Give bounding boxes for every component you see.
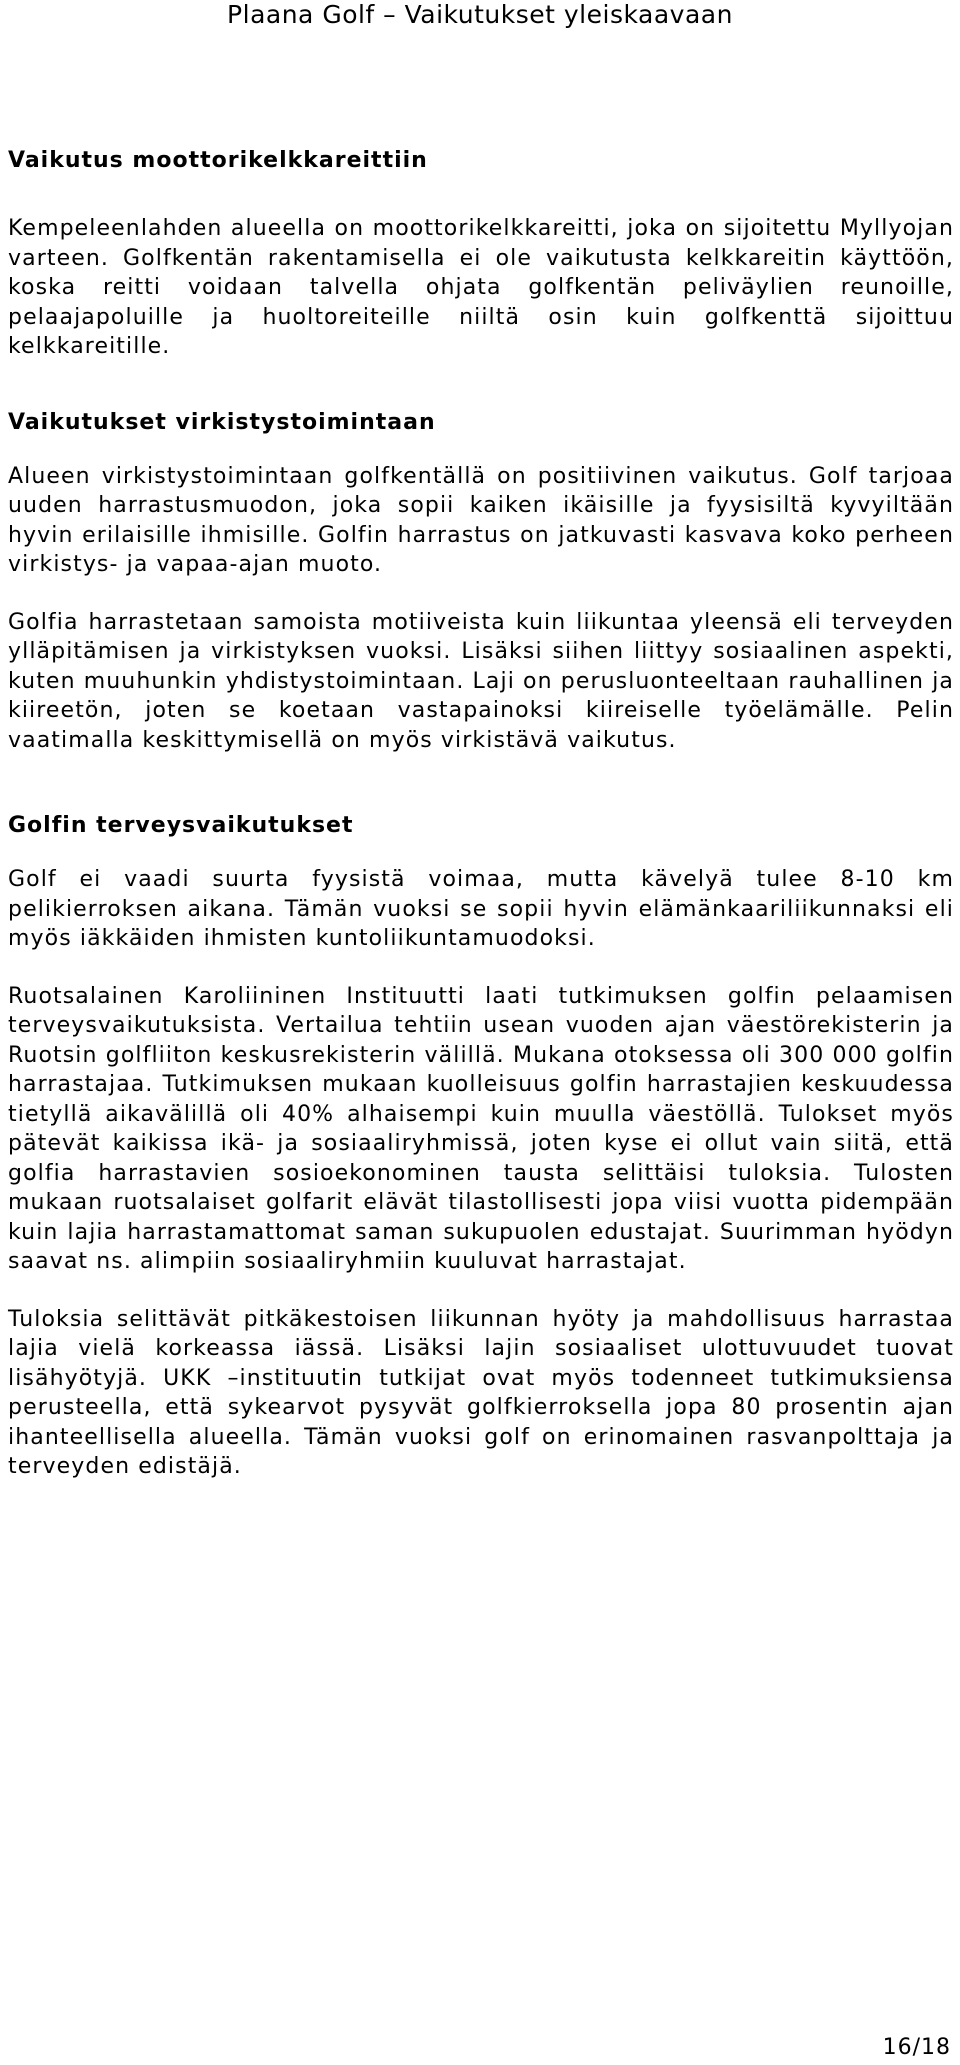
paragraph: Alueen virkistystoimintaan golfkentällä on positiivinen vaikutus. Golf tarjoaa uuden harrastusmuodon, joka sopii kaiken ikäisille ja fyysisiltä kyvyiltään hyvin erilaisille ihmisille. Golfin harrastus on jatkuvasti kasvava koko perheen virkistys- ja vapaa-ajan muoto. (8, 463, 954, 577)
page-number: 16/18 (882, 2035, 951, 2060)
document-body (8, 148, 954, 1510)
section-recreation (8, 410, 954, 756)
section-heading: Golfin terveysvaikutukset (8, 813, 354, 838)
paragraph: Ruotsalainen Karoliininen Instituutti laati tutkimuksen golfin pelaamisen terveysvaikutuksista. Vertailua tehtiin usean vuoden ajan väestörekisterin ja Ruotsin golfliiton keskusrekisterin välillä. Mukana otoksessa oli 300 000 golfin harrastajaa. Tutkimuksen mukaan kuolleisuus golfin harrastajien keskuudessa tietyllä aikavälillä oli 40% alhaisempi kuin muulla väestöllä. Tulokset myös pätevät kaikissa ikä- ja sosiaaliryhmissä, joten kyse ei ollut vain siitä, että golfia harrastavien sosioekonominen tausta selittäisi tuloksia. Tulosten mukaan ruotsalaiset golfarit elävät tilastollisesti jopa viisi vuotta pidempään kuin lajia harrastamattomat saman sukupuolen edustajat. Suurimman hyödyn saavat ns. alimpiin sosiaaliryhmiin kuuluvat harrastajat. (8, 983, 954, 1274)
paragraph: Golf ei vaadi suurta fyysistä voimaa, mutta kävelyä tulee 8-10 km pelikierroksen aikana. Tämän vuoksi se sopii hyvin elämänkaariliikunnaksi eli myös iäkkäiden ihmisten kuntoliikuntamuodoksi. (8, 867, 954, 951)
paragraph: Kempeleenlahden alueella on moottorikelkkareitti, joka on sijoitettu Myllyojan varteen. Golfkentän rakentamisella ei ole vaikutusta kelkkareitin käyttöön, koska reitti voidaan talvella ohjata golfkentän peliväylien reunoille, pelaajapoluille ja huoltoreiteille niiltä osin kuin golfkenttä sijoittuu kelkkareitille. (8, 216, 954, 359)
section-snowmobile-route (8, 148, 954, 362)
section-heading: Vaikutukset virkistystoimintaan (8, 409, 436, 435)
paragraph: Tuloksia selittävät pitkäkestoisen liikunnan hyöty ja mahdollisuus harrastaa lajia vielä korkeassa iässä. Lisäksi lajin sosiaaliset ulottuvuudet tuovat lisähyötyjä. UKK –instituutin tutkijat ovat myös todenneet tutkimuksiensa perusteella, että sykearvot pysyvät golfkierroksella jopa 80 prosentin ajan ihanteellisella alueella. Tämän vuoksi golf on erinomainen rasvanpolttaja ja terveyden edistäjä. (8, 1306, 954, 1479)
section-health-effects (8, 813, 954, 1482)
page-header: Plaana Golf – Vaikutukset yleiskaavaan (227, 0, 733, 29)
paragraph: Golfia harrastetaan samoista motiiveista kuin liikuntaa yleensä eli terveyden ylläpitämisen ja virkistyksen vuoksi. Lisäksi siihen liittyy sosiaalinen aspekti, kuten muuhunkin yhdistystoimintaan. Laji on perusluonteeltaan rauhallinen ja kiireetön, joten se koetaan vastapainoksi kiireiselle työelämälle. Pelin vaatimalla keskittymisellä on myös virkistävä vaikutus. (8, 609, 954, 753)
section-heading: Vaikutus moottorikelkkareittiin (8, 148, 428, 173)
